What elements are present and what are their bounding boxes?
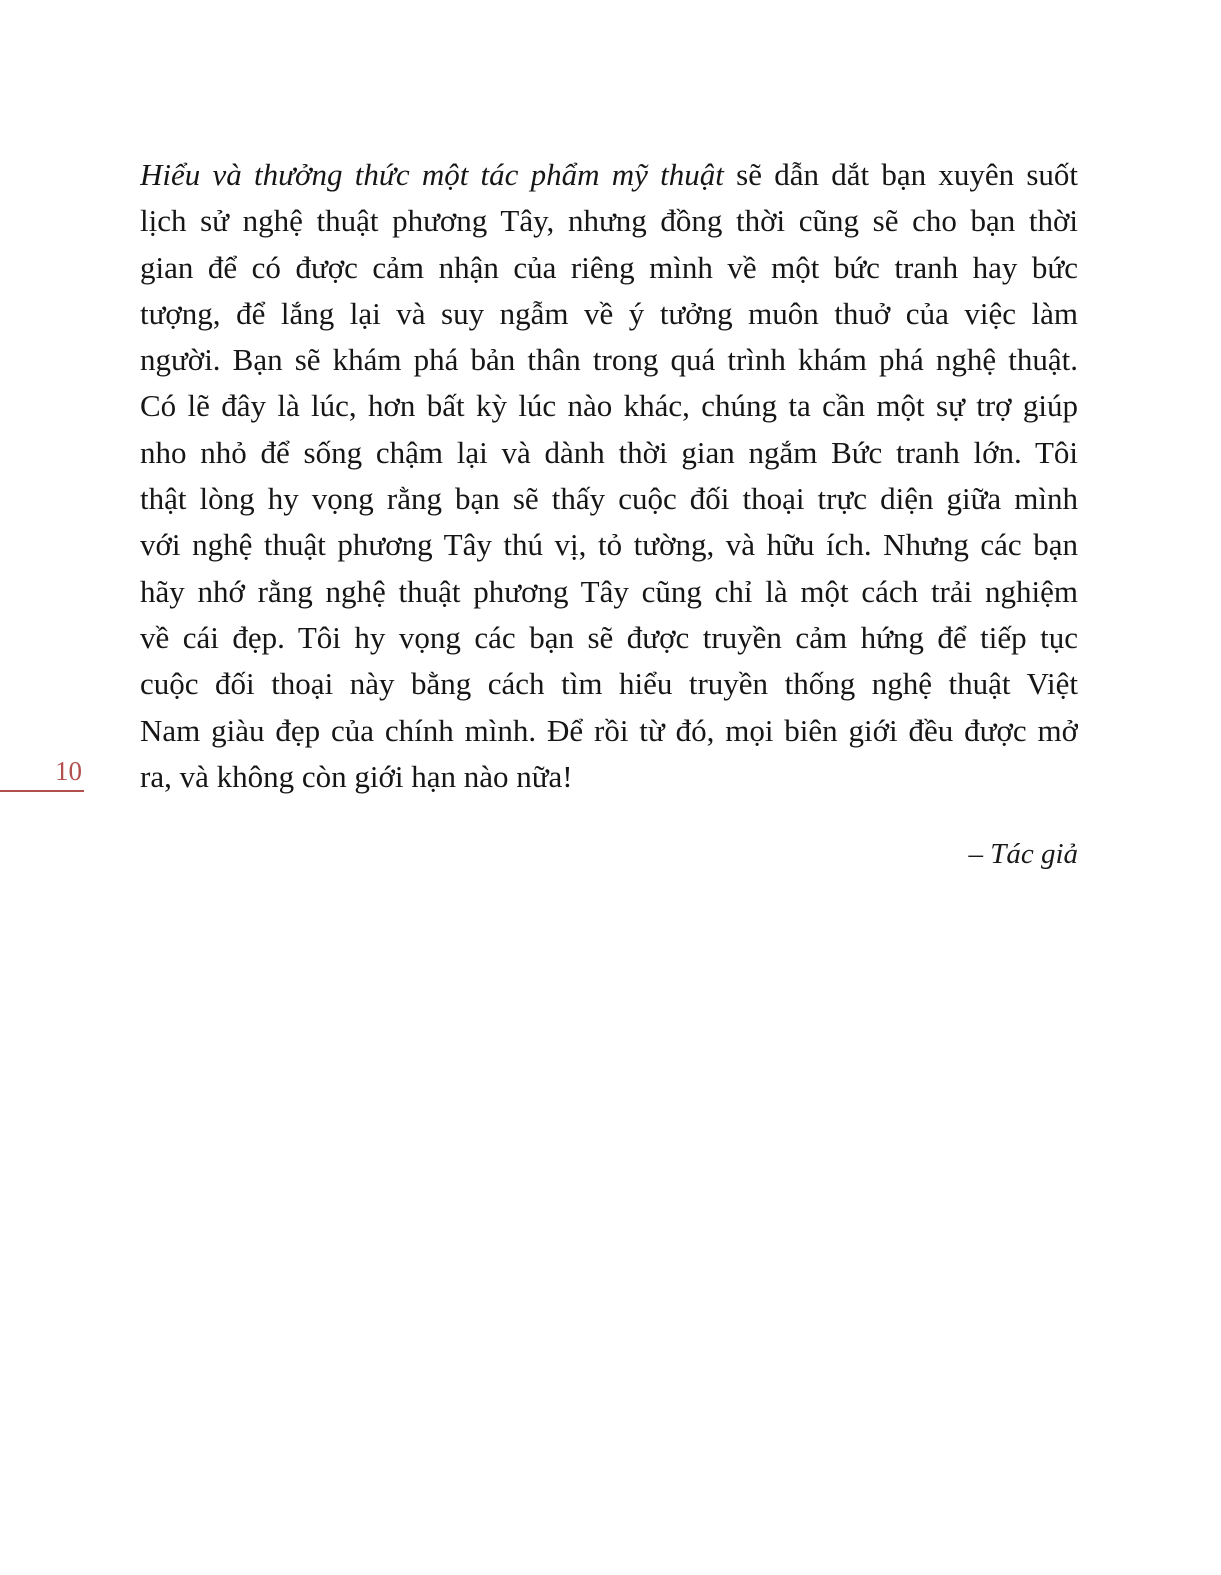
line-text: về cái đẹp. Tôi hy vọng các bạn sẽ được truyền cảm hứng để tiếp tục: [140, 619, 1078, 655]
italic-phrase: Hiểu và thưởng thức một tác phẩm mỹ thuật: [140, 157, 724, 192]
paragraph-line: [140, 661, 1078, 707]
paragraph-line: [140, 430, 1078, 476]
paragraph-line: [140, 615, 1078, 661]
line-text: Nam giàu đẹp của chính mình. Để rồi từ đó, mọi biên giới đều được mở: [140, 712, 1078, 748]
line-text: nho nhỏ để sống chậm lại và dành thời gian ngắm Bức tranh lớn. Tôi: [140, 434, 1078, 470]
paragraph-line: [140, 569, 1078, 615]
paragraph-line: [140, 522, 1078, 568]
paragraph-line: [140, 245, 1078, 291]
paragraph-line: [140, 476, 1078, 522]
paragraph: [140, 152, 1078, 800]
line-text: tượng, để lắng lại và suy ngẫm về ý tưởng muôn thuở của việc làm: [140, 295, 1078, 331]
page-number: 10: [55, 756, 82, 786]
paragraph-line: [140, 152, 1078, 198]
line-text: cuộc đối thoại này bằng cách tìm hiểu truyền thống nghệ thuật Việt: [140, 666, 1078, 702]
author-signature: – Tác giả: [968, 838, 1078, 870]
line-text: thật lòng hy vọng rằng bạn sẽ thấy cuộc đối thoại trực diện giữa mình: [140, 481, 1078, 517]
paragraph-line: [140, 291, 1078, 337]
line-text: người. Bạn sẽ khám phá bản thân trong quá trình khám phá nghệ thuật.: [140, 342, 1078, 378]
paragraph-line: [140, 383, 1078, 429]
line-text: gian để có được cảm nhận của riêng mình về một bức tranh hay bức: [140, 249, 1078, 285]
line-text: sẽ dẫn dắt bạn xuyên suốt: [723, 157, 1078, 192]
line-text: hãy nhớ rằng nghệ thuật phương Tây cũng chỉ là một cách trải nghiệm: [140, 573, 1078, 609]
paragraph-line: [140, 708, 1078, 754]
paragraph-line: [140, 754, 1078, 800]
paragraph-line: [140, 198, 1078, 244]
line-text: ra, và không còn giới hạn nào nữa!: [140, 758, 573, 794]
line-text: Có lẽ đây là lúc, hơn bất kỳ lúc nào khác, chúng ta cần một sự trợ giúp: [140, 388, 1078, 424]
paragraph-line: [140, 337, 1078, 383]
line-text: với nghệ thuật phương Tây thú vị, tỏ tường, và hữu ích. Nhưng các bạn: [140, 527, 1078, 563]
line-text: lịch sử nghệ thuật phương Tây, nhưng đồng thời cũng sẽ cho bạn thời: [140, 203, 1078, 239]
page-number-rule: [0, 790, 84, 792]
